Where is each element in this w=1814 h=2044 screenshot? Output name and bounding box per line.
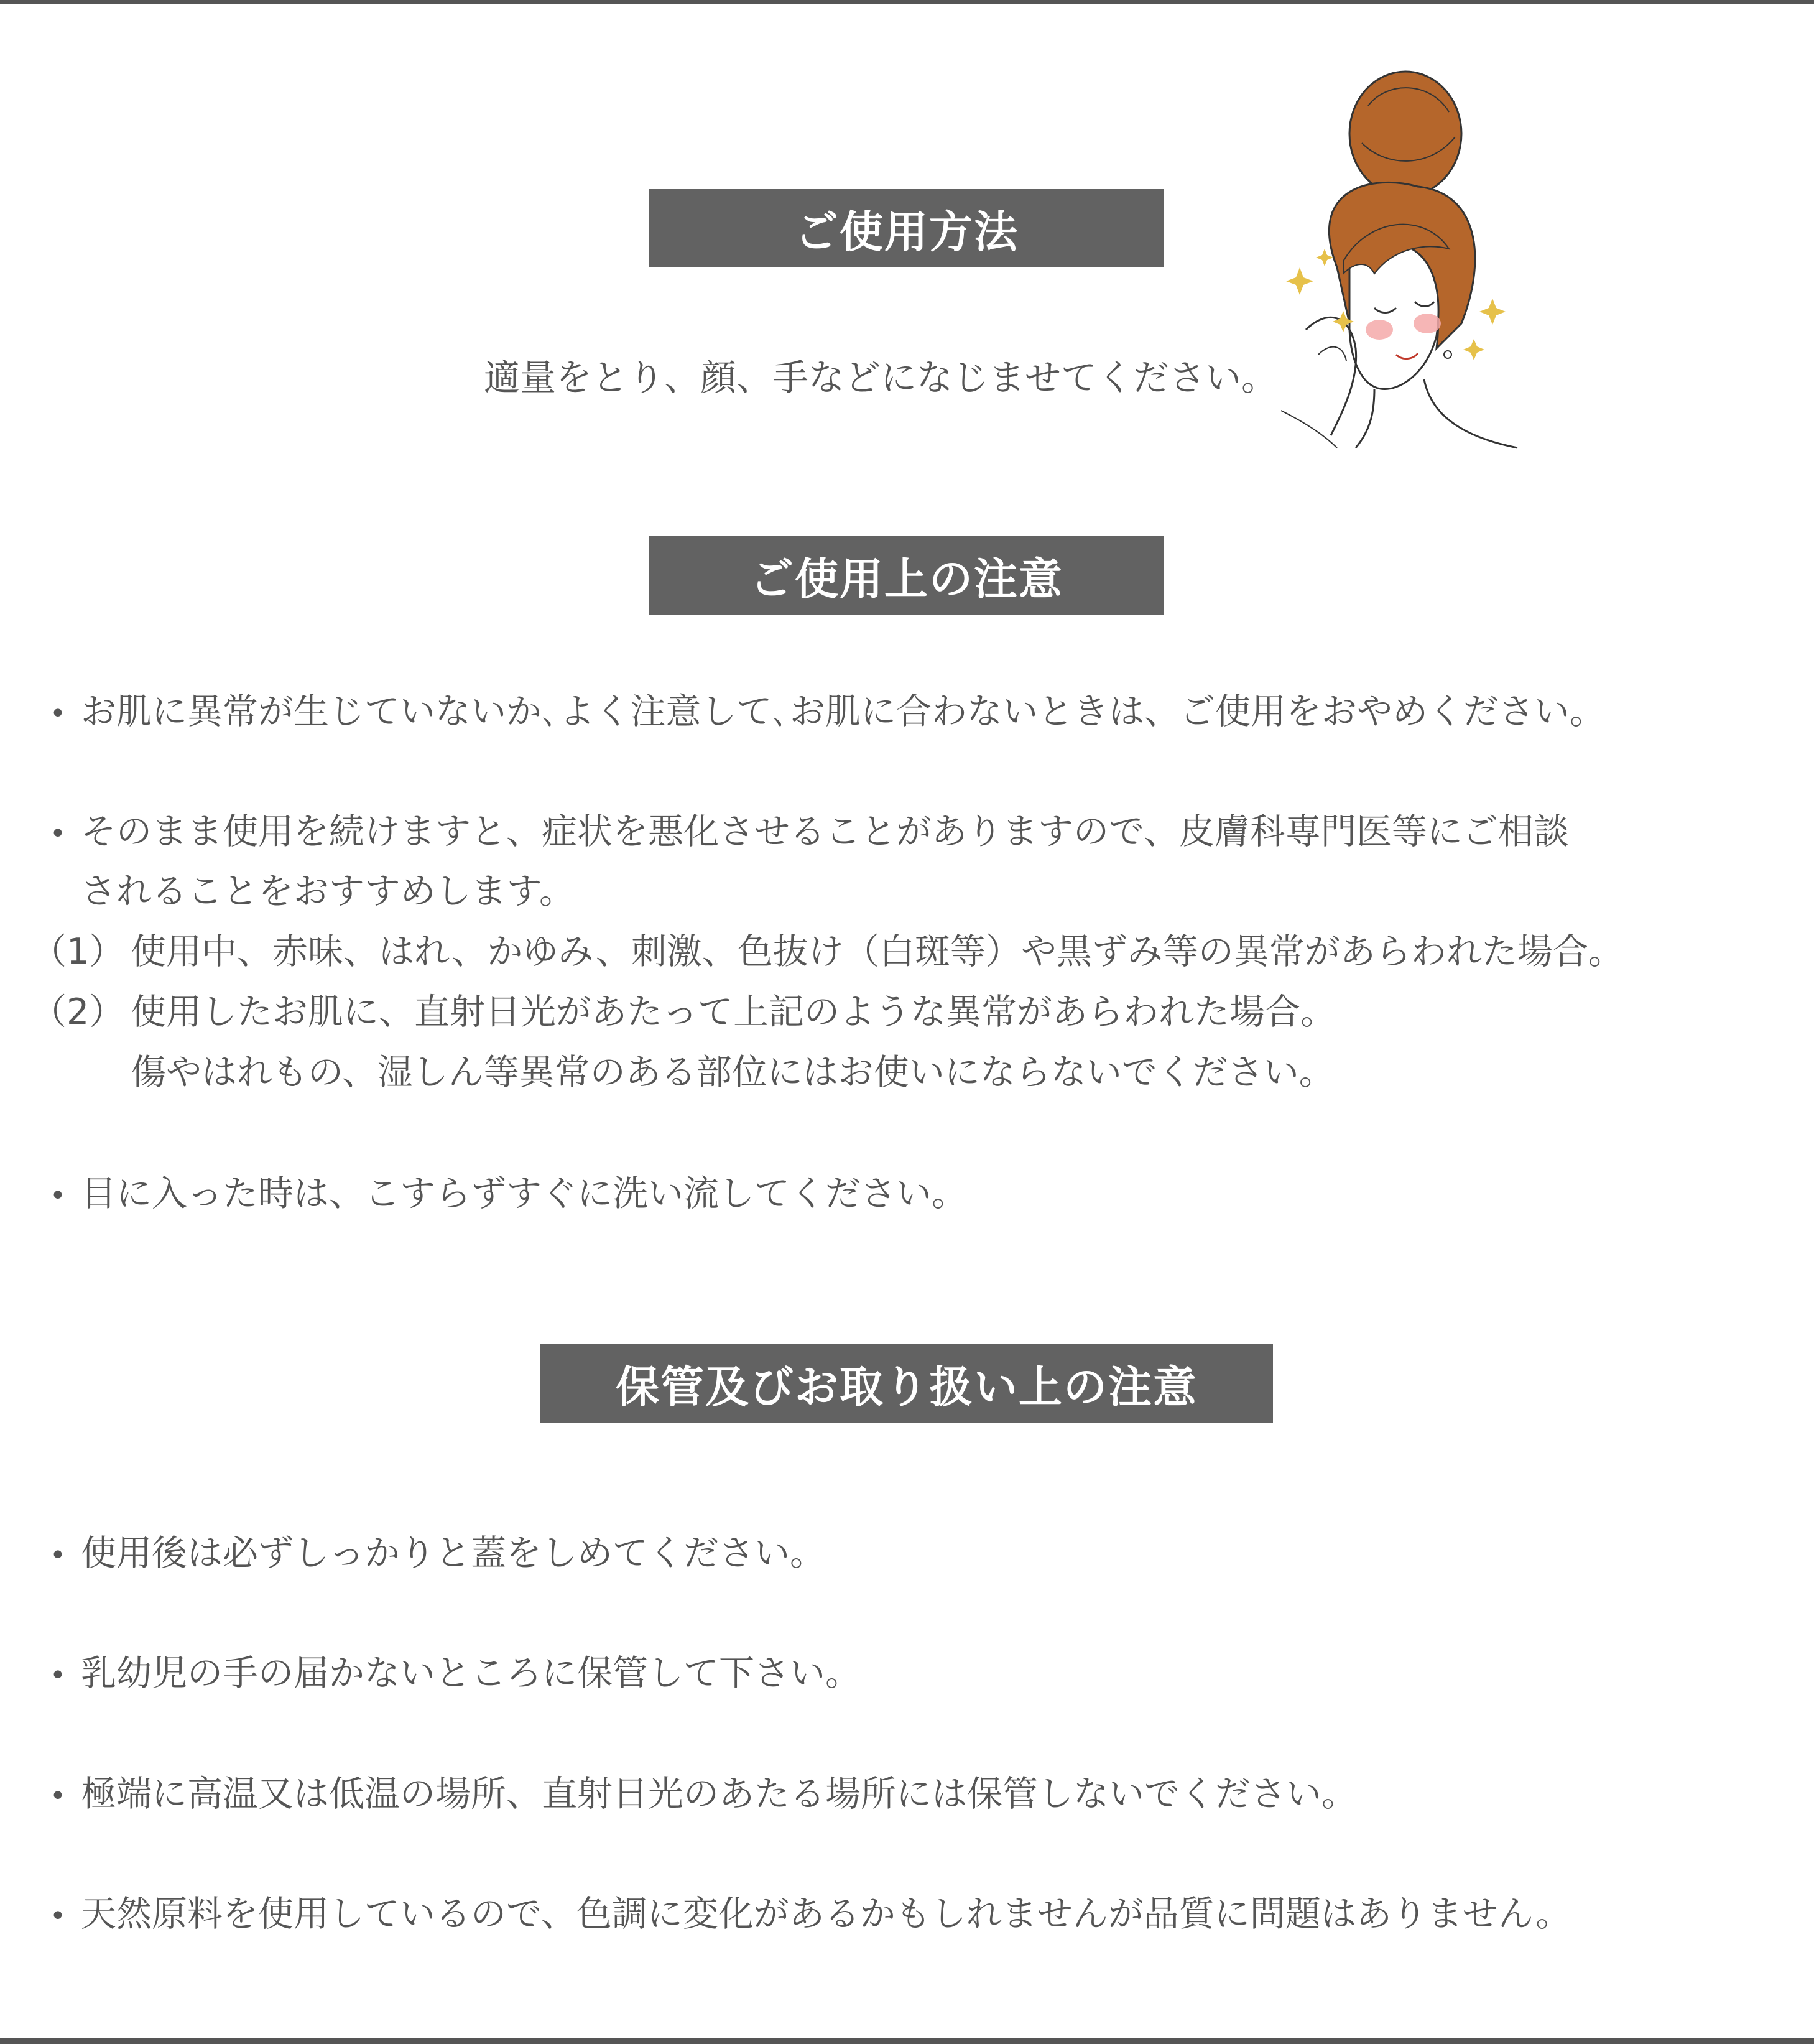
usage-text: 適量をとり、顔、手などになじませてください。	[484, 356, 1278, 399]
bullet-icon: •	[50, 1180, 66, 1212]
storage-section-title	[540, 1344, 1273, 1423]
precaution-item-2-line-1: そのまま使用を続けますと、症状を悪化させることがありますので、皮膚科専門医等にご相談	[81, 811, 1569, 852]
bullet-icon: •	[50, 1540, 66, 1571]
precautions-section-title-text: ご使用上の注意	[750, 553, 1063, 605]
storage-item-2: 乳幼児の手の届かないところに保管して下さい。	[81, 1653, 861, 1694]
woman-illustration	[1281, 62, 1542, 460]
usage-section-title	[649, 189, 1164, 267]
bullet-icon: •	[50, 698, 66, 730]
precaution-sub-2-number: （2）	[31, 992, 125, 1033]
top-border	[0, 0, 1814, 4]
bullet-icon: •	[50, 818, 66, 850]
bullet-icon: •	[50, 1660, 66, 1691]
bottom-border	[0, 2038, 1814, 2044]
usage-section-title-text: ご使用方法	[795, 206, 1019, 258]
precaution-item-2-line-2: されることをおすすめします。	[81, 871, 575, 912]
precautions-section-title	[649, 536, 1164, 615]
bullet-icon: •	[50, 1780, 66, 1812]
precaution-sub-2-text: 使用したお肌に、直射日光があたって上記のような異常があらわれた場合。	[131, 992, 1336, 1033]
precaution-sub-1-text: 使用中、赤味、はれ、かゆみ、刺激、色抜け（白斑等）や黒ずみ等の異常があらわれた場合。	[131, 931, 1624, 972]
bullet-icon: •	[50, 1900, 66, 1932]
storage-section-title-text: 保管及びお取り扱い上の注意	[616, 1361, 1198, 1413]
precaution-sub-1-number: （1）	[31, 931, 125, 972]
precaution-sub-2-note: 傷やはれもの、湿しん等異常のある部位にはお使いにならないでください。	[131, 1052, 1335, 1093]
precaution-item-3: 目に入った時は、こすらずすぐに洗い流してください。	[81, 1173, 967, 1214]
precaution-item-1: お肌に異常が生じていないか､よく注意して､お肌に合わないときは、ご使用をおやめください。	[81, 691, 1605, 732]
storage-item-3: 極端に高温又は低温の場所、直射日光のあたる場所には保管しないでください。	[81, 1773, 1357, 1814]
storage-item-4: 天然原料を使用しているので、色調に変化があるかもしれませんが品質に問題はありません。	[81, 1893, 1571, 1935]
storage-item-1: 使用後は必ずしっかりと蓋をしめてください。	[81, 1533, 825, 1574]
